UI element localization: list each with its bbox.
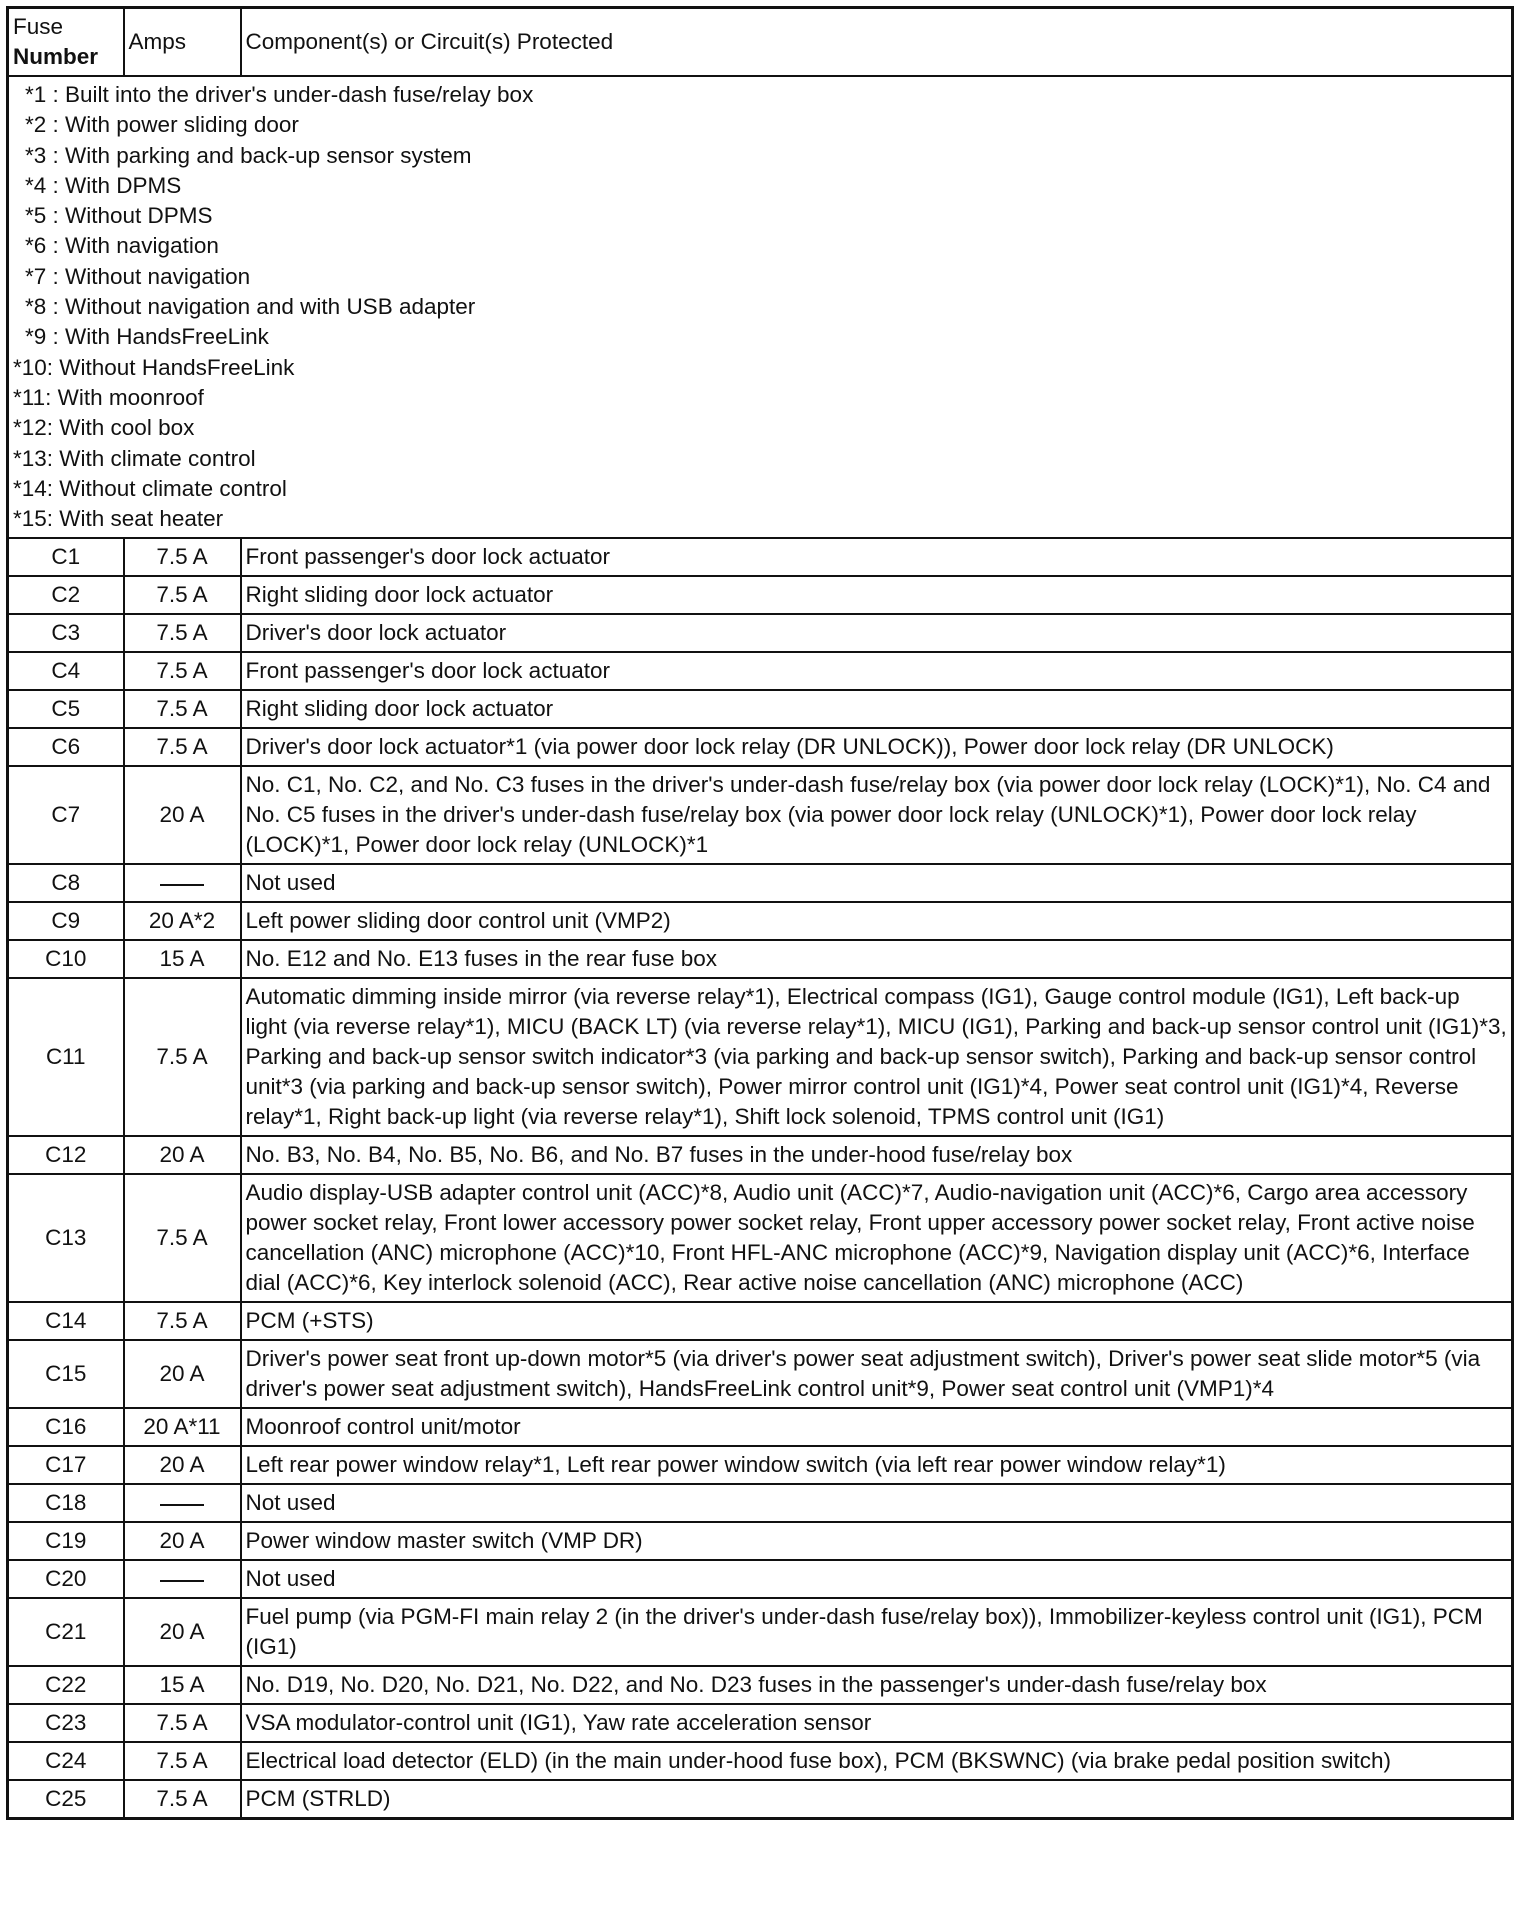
table-row (8, 1408, 1513, 1446)
fuse-number-cell: C20 (8, 1560, 124, 1598)
fuse-number-cell: C5 (8, 690, 124, 728)
footnote: *14: Without climate control (13, 475, 287, 501)
amps-cell: 7.5 A (124, 576, 241, 614)
header-fuse-line2: Number (13, 44, 99, 69)
component-cell: No. C1, No. C2, and No. C3 fuses in the driver's under-dash fuse/relay box (via power door lock relay (LOCK)*1), No. C4 and No. C5 fuses in the driver's under-dash fuse/relay box (via power door lock relay (UNLOCK)*1), Power door lock relay (LOCK)*1, Power door lock relay (UNLOCK)*1 (241, 766, 1513, 864)
amps-cell: 7.5 A (124, 1742, 241, 1780)
fuse-table (6, 6, 1514, 1820)
fuse-number-cell: C11 (8, 978, 124, 1136)
footnote: *2 : With power sliding door (25, 112, 299, 138)
dash-mark (160, 1580, 204, 1582)
fuse-number-cell: C13 (8, 1174, 124, 1302)
component-cell: Right sliding door lock actuator (241, 576, 1513, 614)
amps-cell: 20 A (124, 1340, 241, 1408)
fuse-number-cell: C9 (8, 902, 124, 940)
component-cell: Power window master switch (VMP DR) (241, 1522, 1513, 1560)
amps-cell: 20 A (124, 1522, 241, 1560)
fuse-number-cell: C21 (8, 1598, 124, 1666)
amps-cell: 20 A (124, 1446, 241, 1484)
footnote: *5 : Without DPMS (25, 203, 213, 229)
fuse-number-cell: C14 (8, 1302, 124, 1340)
table-row (8, 1340, 1513, 1408)
component-cell: Right sliding door lock actuator (241, 690, 1513, 728)
amps-cell: 7.5 A (124, 538, 241, 576)
table-row (8, 902, 1513, 940)
amps-cell: 7.5 A (124, 652, 241, 690)
fuse-number-cell: C12 (8, 1136, 124, 1174)
amps-cell: 7.5 A (124, 690, 241, 728)
footnote: *15: With seat heater (13, 506, 224, 532)
fuse-number-cell: C7 (8, 766, 124, 864)
footnote: *9 : With HandsFreeLink (25, 324, 269, 350)
footnote: *7 : Without navigation (25, 263, 251, 289)
header-row (8, 8, 1513, 77)
fuse-number-cell: C16 (8, 1408, 124, 1446)
fuse-number-cell: C4 (8, 652, 124, 690)
amps-cell: 20 A*11 (124, 1408, 241, 1446)
component-cell: Audio display-USB adapter control unit (ACC)*8, Audio unit (ACC)*7, Audio-navigation unit (ACC)*6, Cargo area accessory power socket relay, Front lower accessory power socket relay, Front upper accessory power socket relay, Front active noise cancellation (ANC) microphone (ACC)*10, Front HFL-ANC microphone (ACC)*9, Navigation display unit (ACC)*6, Interface dial (ACC)*6, Key interlock solenoid (ACC), Rear active noise cancellation (ANC) microphone (ACC) (241, 1174, 1513, 1302)
component-cell: PCM (STRLD) (241, 1780, 1513, 1819)
header-component: Component(s) or Circuit(s) Protected (241, 8, 1513, 77)
component-cell: Moonroof control unit/motor (241, 1408, 1513, 1446)
component-cell: Front passenger's door lock actuator (241, 652, 1513, 690)
footnote: *10: Without HandsFreeLink (13, 354, 295, 380)
table-row (8, 978, 1513, 1136)
fuse-number-cell: C24 (8, 1742, 124, 1780)
table-row (8, 1598, 1513, 1666)
fuse-number-cell: C10 (8, 940, 124, 978)
component-cell: Driver's door lock actuator*1 (via power door lock relay (DR UNLOCK)), Power door lock relay (DR UNLOCK) (241, 728, 1513, 766)
component-cell: Automatic dimming inside mirror (via reverse relay*1), Electrical compass (IG1), Gauge control module (IG1), Left back-up light (via reverse relay*1), MICU (BACK LT) (via reverse relay*1), MICU (IG1), Parking and back-up sensor control unit (IG1)*3, Parking and back-up sensor switch indicator*3 (via parking and back-up sensor switch), Parking and back-up sensor control unit*3 (via parking and back-up sensor switch), Power mirror control unit (IG1)*4, Power seat control unit (IG1)*4, Reverse relay*1, Right back-up light (via reverse relay*1), Shift lock solenoid, TPMS control unit (IG1) (241, 978, 1513, 1136)
component-cell: Left rear power window relay*1, Left rear power window switch (via left rear power window relay*1) (241, 1446, 1513, 1484)
table-row (8, 1446, 1513, 1484)
footnote: *4 : With DPMS (25, 172, 182, 198)
amps-cell: 7.5 A (124, 728, 241, 766)
component-cell: VSA modulator-control unit (IG1), Yaw rate acceleration sensor (241, 1704, 1513, 1742)
footnote: *3 : With parking and back-up sensor system (25, 142, 472, 168)
amps-cell: 7.5 A (124, 978, 241, 1136)
amps-cell: 7.5 A (124, 1174, 241, 1302)
header-fuse-line1: Fuse (13, 14, 64, 39)
component-cell: Left power sliding door control unit (VMP2) (241, 902, 1513, 940)
amps-cell: 20 A (124, 1598, 241, 1666)
table-row (8, 614, 1513, 652)
table-row (8, 538, 1513, 576)
table-row (8, 728, 1513, 766)
fuse-number-cell: C6 (8, 728, 124, 766)
component-cell: No. E12 and No. E13 fuses in the rear fuse box (241, 940, 1513, 978)
component-cell: Fuel pump (via PGM-FI main relay 2 (in the driver's under-dash fuse/relay box)), Immobilizer-keyless control unit (IG1), PCM (IG1) (241, 1598, 1513, 1666)
dash-mark (160, 884, 204, 886)
footnote: *6 : With navigation (25, 233, 219, 259)
fuse-table-body (8, 8, 1513, 1819)
fuse-number-cell: C23 (8, 1704, 124, 1742)
component-cell: No. D19, No. D20, No. D21, No. D22, and No. D23 fuses in the passenger's under-dash fuse/relay box (241, 1666, 1513, 1704)
amps-cell: 20 A (124, 766, 241, 864)
component-cell: PCM (+STS) (241, 1302, 1513, 1340)
footnote: *13: With climate control (13, 445, 256, 471)
table-row (8, 1666, 1513, 1704)
header-amps: Amps (124, 8, 241, 77)
amps-cell: 15 A (124, 940, 241, 978)
component-cell: Not used (241, 864, 1513, 902)
amps-cell: 7.5 A (124, 1780, 241, 1819)
component-cell: No. B3, No. B4, No. B5, No. B6, and No. B7 fuses in the under-hood fuse/relay box (241, 1136, 1513, 1174)
table-row (8, 652, 1513, 690)
header-fuse-number (8, 8, 124, 77)
table-row (8, 766, 1513, 864)
notes-row (8, 76, 1513, 538)
fuse-number-cell: C1 (8, 538, 124, 576)
amps-cell (124, 864, 241, 902)
component-cell: Not used (241, 1560, 1513, 1598)
amps-cell: 15 A (124, 1666, 241, 1704)
component-cell: Front passenger's door lock actuator (241, 538, 1513, 576)
table-row (8, 1136, 1513, 1174)
table-row (8, 1302, 1513, 1340)
footnote: *1 : Built into the driver's under-dash fuse/relay box (25, 82, 534, 107)
component-cell: Driver's power seat front up-down motor*5 (via driver's power seat adjustment switch), Driver's power seat slide motor*5 (via driver's power seat adjustment switch), HandsFreeLink control unit*9, Power seat control unit (VMP1)*4 (241, 1340, 1513, 1408)
fuse-number-cell: C15 (8, 1340, 124, 1408)
component-cell: Driver's door lock actuator (241, 614, 1513, 652)
table-row (8, 864, 1513, 902)
fuse-number-cell: C19 (8, 1522, 124, 1560)
footnote: *11: With moonroof (13, 384, 204, 410)
fuse-number-cell: C2 (8, 576, 124, 614)
fuse-number-cell: C3 (8, 614, 124, 652)
amps-cell: 20 A (124, 1136, 241, 1174)
table-row (8, 940, 1513, 978)
table-row (8, 1742, 1513, 1780)
fuse-number-cell: C25 (8, 1780, 124, 1819)
fuse-number-cell: C22 (8, 1666, 124, 1704)
amps-cell: 7.5 A (124, 1302, 241, 1340)
table-row (8, 1780, 1513, 1819)
footnote: *12: With cool box (13, 415, 195, 441)
table-row (8, 1174, 1513, 1302)
table-row (8, 1704, 1513, 1742)
component-cell: Electrical load detector (ELD) (in the main under-hood fuse box), PCM (BKSWNC) (via brake pedal position switch) (241, 1742, 1513, 1780)
table-row (8, 1522, 1513, 1560)
footnotes-cell (8, 76, 1513, 538)
amps-cell (124, 1560, 241, 1598)
table-row (8, 576, 1513, 614)
amps-cell (124, 1484, 241, 1522)
footnote: *8 : Without navigation and with USB adapter (25, 294, 476, 320)
amps-cell: 7.5 A (124, 614, 241, 652)
table-row (8, 1484, 1513, 1522)
fuse-number-cell: C8 (8, 864, 124, 902)
component-cell: Not used (241, 1484, 1513, 1522)
table-row (8, 690, 1513, 728)
table-row (8, 1560, 1513, 1598)
fuse-number-cell: C18 (8, 1484, 124, 1522)
fuse-number-cell: C17 (8, 1446, 124, 1484)
amps-cell: 7.5 A (124, 1704, 241, 1742)
amps-cell: 20 A*2 (124, 902, 241, 940)
dash-mark (160, 1504, 204, 1506)
